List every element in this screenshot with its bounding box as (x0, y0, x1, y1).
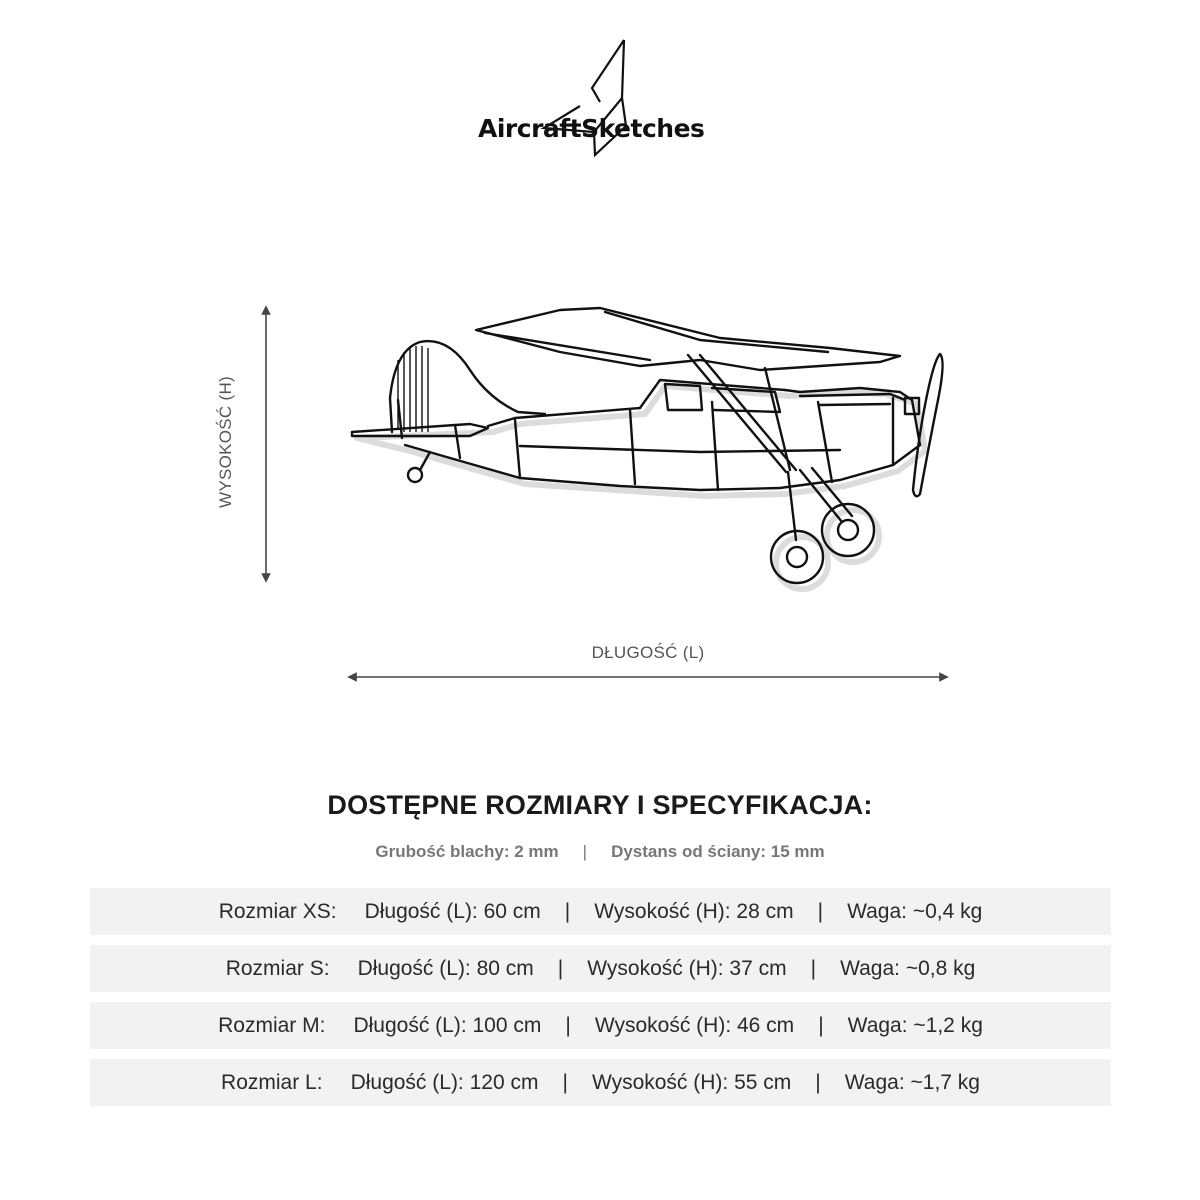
sheet-thickness: Grubość blachy: 2 mm (375, 842, 559, 861)
separator: | (810, 956, 817, 980)
size-table (90, 888, 1111, 1116)
size-name: Rozmiar XS: (218, 899, 337, 923)
specs-title: DOSTĘPNE ROZMIARY I SPECYFIKACJA: (327, 790, 873, 820)
separator: | (557, 956, 564, 980)
size-height: Wysokość (H): 37 cm (587, 956, 787, 980)
size-weight: Waga: ~1,2 kg (847, 1013, 983, 1037)
separator: | (582, 842, 588, 861)
size-length: Długość (L): 100 cm (353, 1013, 542, 1037)
size-row-l (90, 1059, 1111, 1106)
brand-name: AircraftSketches (478, 114, 705, 143)
size-weight: Waga: ~0,8 kg (840, 956, 976, 980)
size-length: Długość (L): 120 cm (350, 1070, 539, 1094)
size-weight: Waga: ~0,4 kg (847, 899, 983, 923)
size-length: Długość (L): 80 cm (357, 956, 534, 980)
size-length: Długość (L): 60 cm (364, 899, 541, 923)
length-dimension-label: DŁUGOŚĆ (L) (591, 643, 705, 662)
size-height: Wysokość (H): 46 cm (594, 1013, 795, 1037)
size-row-xs (90, 888, 1111, 935)
separator: | (562, 1070, 568, 1094)
wall-distance: Dystans od ściany: 15 mm (611, 842, 825, 861)
size-weight: Waga: ~1,7 kg (844, 1070, 980, 1094)
specs-subtitle (0, 842, 1200, 862)
separator: | (817, 899, 824, 923)
size-row-s (90, 945, 1111, 992)
size-height: Wysokość (H): 28 cm (594, 899, 794, 923)
size-name: Rozmiar M: (218, 1013, 326, 1037)
separator: | (815, 1070, 821, 1094)
size-name: Rozmiar L: (221, 1070, 323, 1094)
separator: | (818, 1013, 824, 1037)
size-height: Wysokość (H): 55 cm (591, 1070, 792, 1094)
size-row-m (90, 1002, 1111, 1049)
height-dimension-label: WYSOKOŚĆ (H) (216, 375, 235, 509)
separator: | (564, 899, 571, 923)
size-name: Rozmiar S: (225, 956, 330, 980)
separator: | (565, 1013, 571, 1037)
